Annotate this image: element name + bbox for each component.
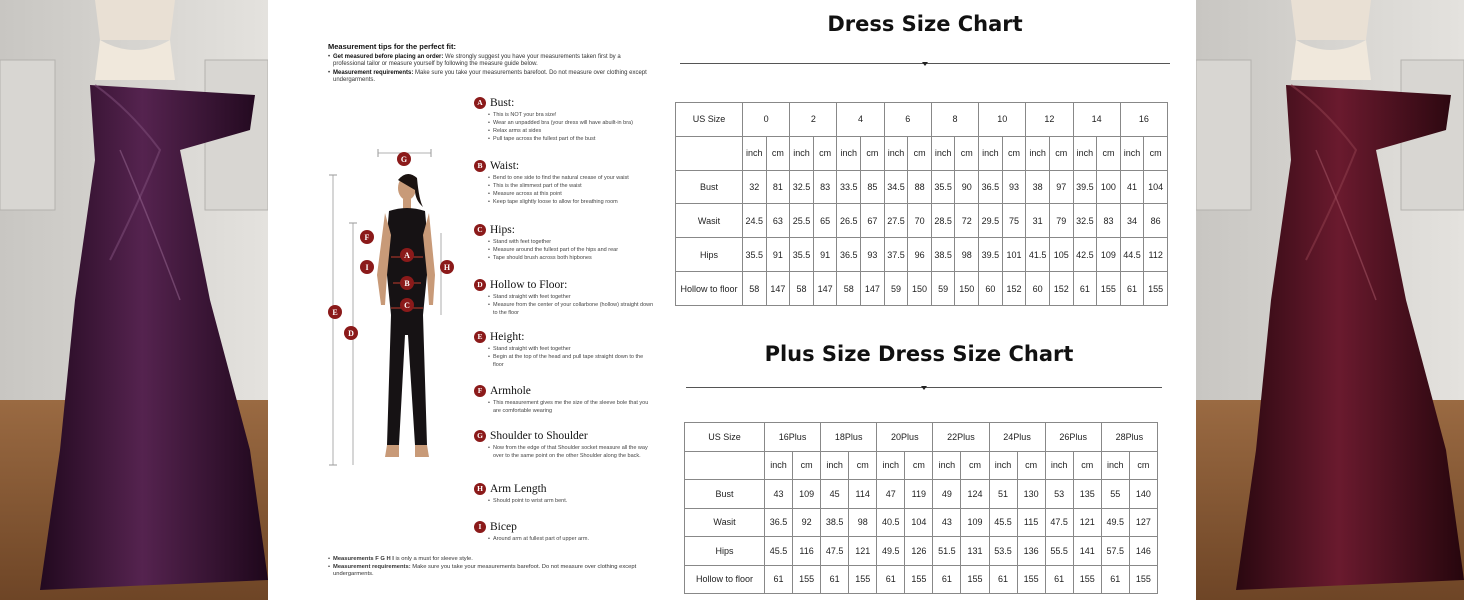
table-cell: 32 bbox=[743, 170, 767, 204]
table-cell: 59 bbox=[931, 272, 955, 306]
step-waist: B Waist: • Bend to one side to find the natural crease of your waist • This is the slimmest part of the waist • Measure across at this point • Keep tape slightly loose to allow for breathing room bbox=[474, 159, 654, 206]
step-badge: D bbox=[474, 279, 486, 291]
table-cell: 121 bbox=[1073, 508, 1101, 537]
figure-label-i: I bbox=[365, 263, 369, 272]
unit-header: inch bbox=[1026, 136, 1050, 170]
table-cell: 88 bbox=[908, 170, 932, 204]
table-cell: 57.5 bbox=[1101, 537, 1129, 566]
table-cell: 112 bbox=[1144, 238, 1168, 272]
table-cell: 25.5 bbox=[790, 204, 814, 238]
size-header: 12 bbox=[1026, 103, 1073, 137]
table-cell: 61 bbox=[1073, 272, 1097, 306]
table-cell: 44.5 bbox=[1120, 238, 1144, 272]
table-cell: 147 bbox=[813, 272, 837, 306]
size-header: 22Plus bbox=[933, 423, 989, 452]
table-cell: 63 bbox=[766, 204, 790, 238]
table-cell: 34.5 bbox=[884, 170, 908, 204]
unit-header: cm bbox=[1144, 136, 1168, 170]
unit-header: cm bbox=[813, 136, 837, 170]
tip-item: • Get measured before placing an order: We strongly suggest you have your measurements taken first by a professional tailor or measure yourself by following the measure guide below. bbox=[328, 54, 648, 68]
unit-header: inch bbox=[1073, 136, 1097, 170]
table-cell: 92 bbox=[793, 508, 821, 537]
table-cell: 114 bbox=[849, 480, 877, 509]
table-cell: 39.5 bbox=[979, 238, 1003, 272]
table-cell: 100 bbox=[1097, 170, 1121, 204]
unit-header: inch bbox=[1120, 136, 1144, 170]
step-label: Shoulder to Shoulder bbox=[490, 429, 588, 442]
table-cell: 38 bbox=[1026, 170, 1050, 204]
tip-item: • Measurement requirements: Make sure you take your measurements barefoot. Do not measure over clothing except undergarments. bbox=[328, 70, 648, 84]
unit-header: cm bbox=[1049, 136, 1073, 170]
size-header: 14 bbox=[1073, 103, 1120, 137]
table-cell: 127 bbox=[1129, 508, 1157, 537]
table-cell: 155 bbox=[1073, 565, 1101, 594]
table-cell: 58 bbox=[837, 272, 861, 306]
table-cell: 146 bbox=[1129, 537, 1157, 566]
table-cell: 39.5 bbox=[1073, 170, 1097, 204]
table-cell: 93 bbox=[861, 238, 885, 272]
table-cell: 109 bbox=[961, 508, 989, 537]
table-cell: 33.5 bbox=[837, 170, 861, 204]
table-cell: 53.5 bbox=[989, 537, 1017, 566]
unit-header: cm bbox=[849, 451, 877, 480]
table-cell: 86 bbox=[1144, 204, 1168, 238]
unit-header: cm bbox=[961, 451, 989, 480]
table-cell: 49.5 bbox=[1101, 508, 1129, 537]
bottom-notes bbox=[328, 556, 658, 579]
unit-header: cm bbox=[1097, 136, 1121, 170]
unit-header: cm bbox=[1129, 451, 1157, 480]
table-cell: 28.5 bbox=[931, 204, 955, 238]
step-armhole: F Armhole • This measurement gives me the size of the sleeve bole that you are comfortable wearing bbox=[474, 384, 654, 415]
table-cell: 45.5 bbox=[765, 537, 793, 566]
step-label: Armhole bbox=[490, 384, 531, 397]
figure-label-d: D bbox=[348, 329, 354, 338]
size-header: 16Plus bbox=[765, 423, 821, 452]
table-cell: 126 bbox=[905, 537, 933, 566]
table-cell: 61 bbox=[933, 565, 961, 594]
step-height: E Height: • Stand straight with feet together • Begin at the top of the head and pull tape straight down to the floor bbox=[474, 330, 654, 369]
step-badge: E bbox=[474, 331, 486, 343]
step-bust: A Bust: • This is NOT your bra size! • Wear an unpadded bra (your dress will have abuilt-in bra) • Relax arms at sides • Pull tape across the fullest part of the bust bbox=[474, 96, 654, 143]
size-header: 6 bbox=[884, 103, 931, 137]
note-item: • Measurement requirements: Make sure you take your measurements barefoot. Do not measure over clothing except undergarments. bbox=[328, 564, 658, 578]
unit-header: cm bbox=[908, 136, 932, 170]
row-label: Hips bbox=[676, 238, 743, 272]
table-cell: 155 bbox=[849, 565, 877, 594]
table-cell: 61 bbox=[1120, 272, 1144, 306]
table-cell: 58 bbox=[790, 272, 814, 306]
table-cell: 59 bbox=[884, 272, 908, 306]
unit-header: cm bbox=[793, 451, 821, 480]
table-cell: 51.5 bbox=[933, 537, 961, 566]
unit-header: cm bbox=[861, 136, 885, 170]
table-cell: 51 bbox=[989, 480, 1017, 509]
table-cell: 61 bbox=[877, 565, 905, 594]
step-label: Height: bbox=[490, 330, 525, 343]
unit-header: inch bbox=[979, 136, 1003, 170]
table-cell: 47.5 bbox=[1045, 508, 1073, 537]
row-label: Hollow to floor bbox=[685, 565, 765, 594]
row-label: Bust bbox=[685, 480, 765, 509]
plus-size-chart-title: Plus Size Dress Size Chart bbox=[764, 342, 1074, 366]
step-label: Hips: bbox=[490, 223, 515, 236]
step-badge: B bbox=[474, 160, 486, 172]
step-badge: F bbox=[474, 385, 486, 397]
table-cell: 155 bbox=[905, 565, 933, 594]
table-cell: 55 bbox=[1101, 480, 1129, 509]
table-cell: 35.5 bbox=[931, 170, 955, 204]
table-cell: 83 bbox=[813, 170, 837, 204]
dress-photo-purple bbox=[0, 0, 268, 600]
figure-label-f: F bbox=[364, 233, 370, 242]
figure-label-a: A bbox=[404, 251, 410, 260]
dress-size-chart-title: Dress Size Chart bbox=[827, 12, 1023, 36]
figure-label-c: C bbox=[404, 301, 410, 310]
table-cell: 72 bbox=[955, 204, 979, 238]
table-cell: 38.5 bbox=[931, 238, 955, 272]
unit-header: inch bbox=[790, 136, 814, 170]
step-badge: A bbox=[474, 97, 486, 109]
figure-label-b: B bbox=[404, 279, 410, 288]
row-label: Wasit bbox=[676, 204, 743, 238]
table-cell: 90 bbox=[955, 170, 979, 204]
table-cell: 36.5 bbox=[837, 238, 861, 272]
table-cell: 67 bbox=[861, 204, 885, 238]
figure-label-h: H bbox=[443, 263, 451, 272]
table-cell: 35.5 bbox=[743, 238, 767, 272]
table-cell: 29.5 bbox=[979, 204, 1003, 238]
table-cell: 155 bbox=[1097, 272, 1121, 306]
table-cell: 136 bbox=[1017, 537, 1045, 566]
table-cell: 98 bbox=[955, 238, 979, 272]
table-cell: 24.5 bbox=[743, 204, 767, 238]
table-cell: 150 bbox=[955, 272, 979, 306]
table-cell: 45.5 bbox=[989, 508, 1017, 537]
table-cell: 85 bbox=[861, 170, 885, 204]
size-header: 2 bbox=[790, 103, 837, 137]
blank-cell bbox=[685, 451, 765, 480]
table-cell: 119 bbox=[905, 480, 933, 509]
unit-header: cm bbox=[1073, 451, 1101, 480]
step-shoulder-to-shoulder: G Shoulder to Shoulder • Now from the edge of that Shoulder socket measure all the way over to the same point on the other Shoulder along the back. bbox=[474, 429, 654, 460]
table-cell: 130 bbox=[1017, 480, 1045, 509]
table-cell: 58 bbox=[743, 272, 767, 306]
us-size-header: US Size bbox=[685, 423, 765, 452]
table-cell: 152 bbox=[1002, 272, 1026, 306]
table-cell: 43 bbox=[933, 508, 961, 537]
table-cell: 147 bbox=[861, 272, 885, 306]
unit-header: inch bbox=[877, 451, 905, 480]
table-cell: 32.5 bbox=[1073, 204, 1097, 238]
table-cell: 93 bbox=[1002, 170, 1026, 204]
table-row bbox=[676, 238, 1168, 272]
measurement-figure bbox=[323, 145, 463, 475]
table-cell: 116 bbox=[793, 537, 821, 566]
tips-title: Measurement tips for the perfect fit: bbox=[328, 42, 456, 51]
table-cell: 155 bbox=[961, 565, 989, 594]
step-bicep: I Bicep • Around arm at fullest part of upper arm. bbox=[474, 520, 654, 543]
table-cell: 61 bbox=[1101, 565, 1129, 594]
table-row bbox=[685, 565, 1158, 594]
size-header: 0 bbox=[743, 103, 790, 137]
table-cell: 65 bbox=[813, 204, 837, 238]
table-cell: 61 bbox=[989, 565, 1017, 594]
table-cell: 36.5 bbox=[765, 508, 793, 537]
table-cell: 41 bbox=[1120, 170, 1144, 204]
table-cell: 47.5 bbox=[821, 537, 849, 566]
table-row bbox=[676, 272, 1168, 306]
row-label: Hollow to floor bbox=[676, 272, 743, 306]
size-header: 28Plus bbox=[1101, 423, 1157, 452]
table-cell: 36.5 bbox=[979, 170, 1003, 204]
unit-header: cm bbox=[1002, 136, 1026, 170]
table-cell: 155 bbox=[793, 565, 821, 594]
table-cell: 140 bbox=[1129, 480, 1157, 509]
table-cell: 141 bbox=[1073, 537, 1101, 566]
size-header: 18Plus bbox=[821, 423, 877, 452]
table-cell: 75 bbox=[1002, 204, 1026, 238]
table-cell: 131 bbox=[961, 537, 989, 566]
unit-header: inch bbox=[933, 451, 961, 480]
size-header: 26Plus bbox=[1045, 423, 1101, 452]
step-label: Arm Length bbox=[490, 482, 547, 495]
measurement-tips bbox=[328, 43, 648, 86]
measurement-guide bbox=[268, 0, 670, 600]
step-label: Hollow to Floor: bbox=[490, 278, 568, 291]
title-divider bbox=[686, 387, 1162, 388]
table-cell: 101 bbox=[1002, 238, 1026, 272]
table-cell: 45 bbox=[821, 480, 849, 509]
figure-label-g: G bbox=[400, 155, 408, 164]
table-cell: 49.5 bbox=[877, 537, 905, 566]
table-row bbox=[685, 480, 1158, 509]
size-header: 20Plus bbox=[877, 423, 933, 452]
table-cell: 61 bbox=[1045, 565, 1073, 594]
table-cell: 155 bbox=[1144, 272, 1168, 306]
unit-header: inch bbox=[1101, 451, 1129, 480]
unit-header: inch bbox=[989, 451, 1017, 480]
step-arm-length: H Arm Length • Should point to wrist arm bent. bbox=[474, 482, 654, 505]
table-cell: 105 bbox=[1049, 238, 1073, 272]
table-cell: 155 bbox=[1129, 565, 1157, 594]
table-cell: 60 bbox=[1026, 272, 1050, 306]
size-header: 8 bbox=[931, 103, 978, 137]
table-row bbox=[676, 170, 1168, 204]
unit-header: inch bbox=[837, 136, 861, 170]
figure-label-e: E bbox=[332, 308, 338, 317]
step-hollow-to-floor: D Hollow to Floor: • Stand straight with feet together • Measure from the center of your collarbone (hollow) straight down to the floor bbox=[474, 278, 654, 317]
unit-header: cm bbox=[1017, 451, 1045, 480]
table-cell: 147 bbox=[766, 272, 790, 306]
table-cell: 124 bbox=[961, 480, 989, 509]
table-row bbox=[676, 204, 1168, 238]
step-hips: C Hips: • Stand with feet together • Measure around the fullest part of the hips and rear • Tape should brush across both hipbones bbox=[474, 223, 654, 262]
step-label: Bust: bbox=[490, 96, 515, 109]
table-cell: 70 bbox=[908, 204, 932, 238]
table-cell: 96 bbox=[908, 238, 932, 272]
step-label: Waist: bbox=[490, 159, 520, 172]
plus-size-table bbox=[684, 422, 1158, 594]
table-row bbox=[685, 537, 1158, 566]
step-badge: H bbox=[474, 483, 486, 495]
table-cell: 83 bbox=[1097, 204, 1121, 238]
unit-header: inch bbox=[821, 451, 849, 480]
table-cell: 34 bbox=[1120, 204, 1144, 238]
blank-cell bbox=[676, 136, 743, 170]
table-row bbox=[685, 508, 1158, 537]
table-cell: 98 bbox=[849, 508, 877, 537]
table-cell: 43 bbox=[765, 480, 793, 509]
size-header: 4 bbox=[837, 103, 884, 137]
table-cell: 79 bbox=[1049, 204, 1073, 238]
unit-header: inch bbox=[1045, 451, 1073, 480]
table-cell: 104 bbox=[1144, 170, 1168, 204]
table-cell: 104 bbox=[905, 508, 933, 537]
row-label: Hips bbox=[685, 537, 765, 566]
unit-header: inch bbox=[931, 136, 955, 170]
table-cell: 37.5 bbox=[884, 238, 908, 272]
table-cell: 42.5 bbox=[1073, 238, 1097, 272]
table-cell: 121 bbox=[849, 537, 877, 566]
unit-header: inch bbox=[884, 136, 908, 170]
table-cell: 31 bbox=[1026, 204, 1050, 238]
row-label: Wasit bbox=[685, 508, 765, 537]
table-cell: 155 bbox=[1017, 565, 1045, 594]
table-cell: 109 bbox=[793, 480, 821, 509]
size-header: 10 bbox=[979, 103, 1026, 137]
note-item: • Measurements F G H I is only a must for sleeve style. bbox=[328, 556, 658, 563]
table-cell: 35.5 bbox=[790, 238, 814, 272]
table-cell: 61 bbox=[821, 565, 849, 594]
step-badge: I bbox=[474, 521, 486, 533]
size-header: 16 bbox=[1120, 103, 1167, 137]
table-cell: 97 bbox=[1049, 170, 1073, 204]
unit-header: inch bbox=[765, 451, 793, 480]
us-size-header: US Size bbox=[676, 103, 743, 137]
table-cell: 53 bbox=[1045, 480, 1073, 509]
table-cell: 115 bbox=[1017, 508, 1045, 537]
row-label: Bust bbox=[676, 170, 743, 204]
table-cell: 152 bbox=[1049, 272, 1073, 306]
table-cell: 91 bbox=[813, 238, 837, 272]
table-cell: 135 bbox=[1073, 480, 1101, 509]
unit-header: inch bbox=[743, 136, 767, 170]
unit-header: cm bbox=[766, 136, 790, 170]
table-cell: 49 bbox=[933, 480, 961, 509]
title-divider bbox=[680, 63, 1170, 64]
step-badge: C bbox=[474, 224, 486, 236]
table-cell: 61 bbox=[765, 565, 793, 594]
table-cell: 109 bbox=[1097, 238, 1121, 272]
table-cell: 26.5 bbox=[837, 204, 861, 238]
step-label: Bicep bbox=[490, 520, 517, 533]
table-cell: 91 bbox=[766, 238, 790, 272]
table-cell: 41.5 bbox=[1026, 238, 1050, 272]
table-cell: 47 bbox=[877, 480, 905, 509]
table-cell: 27.5 bbox=[884, 204, 908, 238]
table-cell: 32.5 bbox=[790, 170, 814, 204]
step-badge: G bbox=[474, 430, 486, 442]
table-cell: 40.5 bbox=[877, 508, 905, 537]
table-cell: 81 bbox=[766, 170, 790, 204]
unit-header: cm bbox=[905, 451, 933, 480]
table-cell: 60 bbox=[979, 272, 1003, 306]
dress-photo-burgundy bbox=[1196, 0, 1464, 600]
table-cell: 38.5 bbox=[821, 508, 849, 537]
unit-header: cm bbox=[955, 136, 979, 170]
table-cell: 150 bbox=[908, 272, 932, 306]
size-header: 24Plus bbox=[989, 423, 1045, 452]
table-cell: 55.5 bbox=[1045, 537, 1073, 566]
dress-size-table bbox=[675, 102, 1168, 306]
